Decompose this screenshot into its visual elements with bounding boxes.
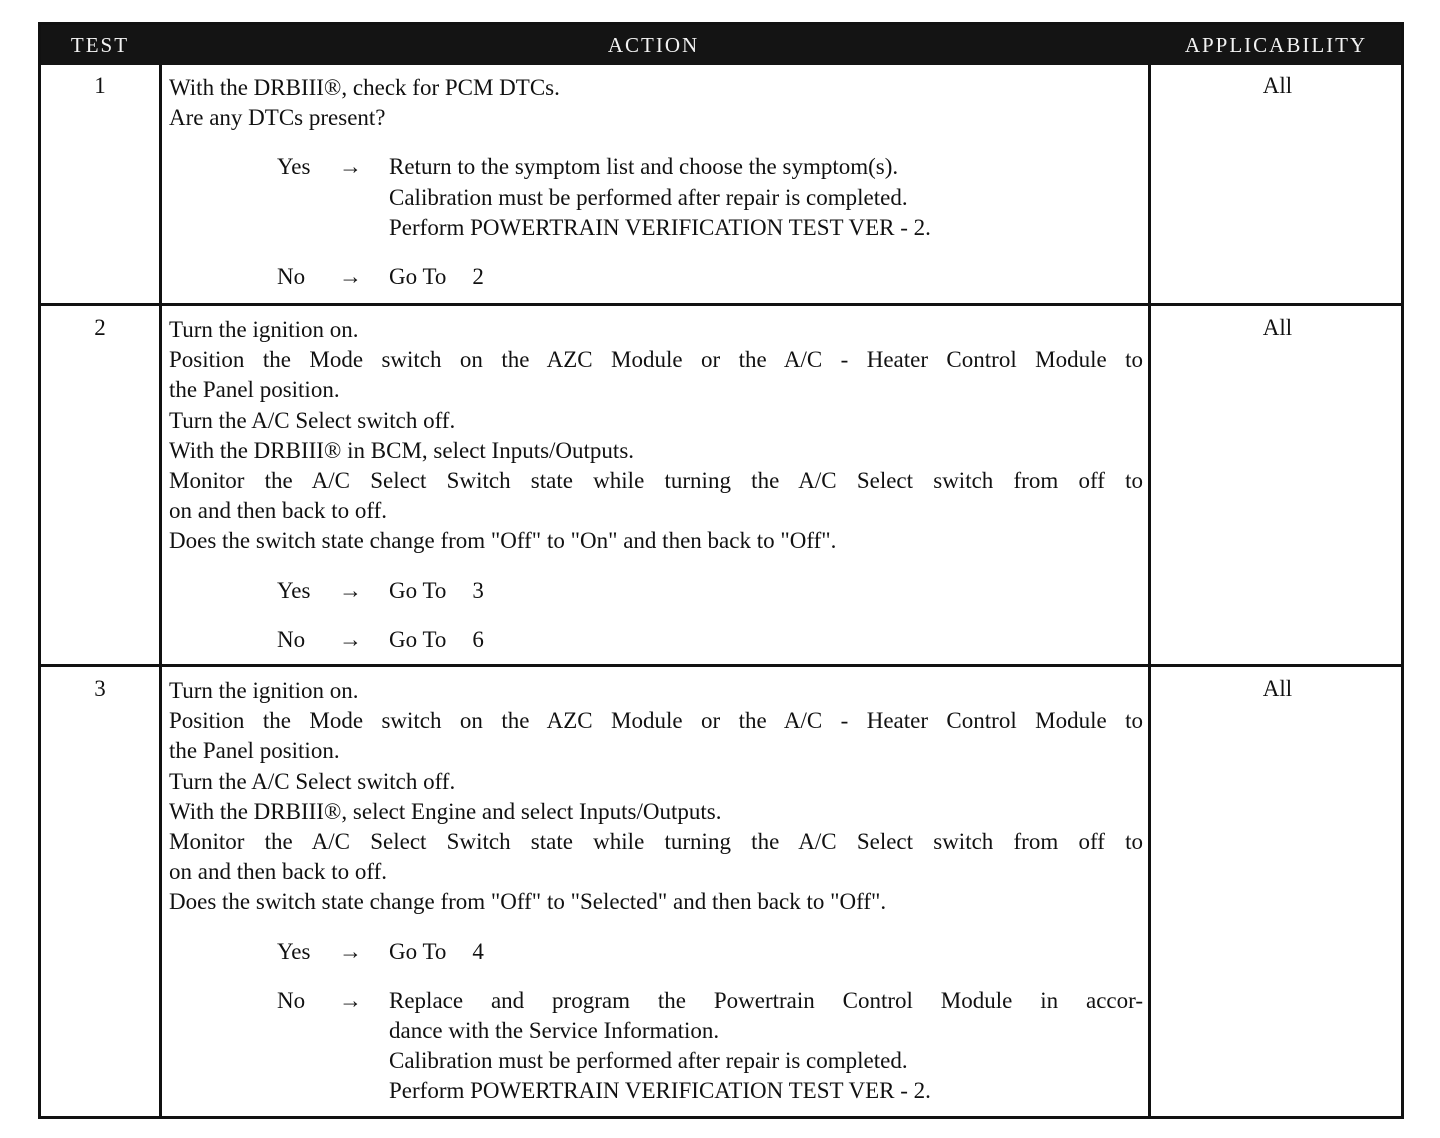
- go-to-text: Go To: [389, 264, 447, 290]
- no-response: [169, 986, 1143, 1107]
- response-line: Return to the symptom list and choose the symptom(s).: [389, 154, 899, 180]
- action-line: Monitor the A/C Select Switch state while turning the A/C Select switch from off to: [169, 829, 1143, 855]
- header-test: TEST: [70, 33, 130, 57]
- arrow-right-icon: →: [339, 154, 362, 180]
- yes-response: [169, 937, 1143, 967]
- table-header: [41, 25, 1401, 65]
- response-line: dance with the Service Information.: [389, 1018, 720, 1044]
- response-line: Replace and program the Powertrain Control Module in accor-: [389, 987, 1143, 1013]
- go-to-text: Go To: [389, 626, 447, 652]
- action-line: With the DRBIII® in BCM, select Inputs/Outputs.: [169, 437, 635, 463]
- yes-label: Yes: [277, 938, 311, 964]
- response-line: Perform POWERTRAIN VERIFICATION TEST VER - 2.: [389, 214, 931, 240]
- action-cell: [169, 73, 1143, 292]
- arrow-right-icon: →: [339, 626, 362, 652]
- header-action: ACTION: [607, 33, 700, 57]
- yes-label: Yes: [277, 577, 311, 603]
- test-number: 1: [94, 73, 106, 98]
- go-to-text: Go To: [389, 938, 447, 964]
- no-label: No: [277, 626, 306, 652]
- response-line: Calibration must be performed after repair is completed.: [389, 1048, 908, 1074]
- arrow-right-icon: →: [339, 938, 362, 964]
- go-to-text: Go To: [389, 577, 447, 603]
- row-divider: [41, 303, 1401, 306]
- action-line: Are any DTCs present?: [169, 105, 386, 131]
- diagnostic-test-table: [38, 22, 1404, 1119]
- arrow-right-icon: →: [339, 577, 362, 603]
- action-cell: [169, 676, 1143, 1107]
- action-line: Does the switch state change from "Off" to "Selected" and then back to "Off".: [169, 889, 887, 915]
- yes-response: [169, 576, 1143, 606]
- action-line: Turn the ignition on.: [169, 317, 359, 342]
- no-label: No: [277, 264, 306, 290]
- column-divider: [1148, 65, 1151, 1116]
- action-line: Position the Mode switch on the AZC Module or the A/C - Heater Control Module to: [169, 708, 1143, 734]
- action-line: With the DRBIII®, select Engine and select Inputs/Outputs.: [169, 798, 722, 824]
- action-line: Turn the ignition on.: [169, 678, 359, 703]
- action-line: With the DRBIII®, check for PCM DTCs.: [169, 75, 560, 100]
- action-line: the Panel position.: [169, 377, 340, 403]
- go-to-number: 4: [472, 938, 484, 964]
- applicability-value: All: [1262, 315, 1293, 340]
- response-line: Perform POWERTRAIN VERIFICATION TEST VER - 2.: [389, 1078, 931, 1104]
- applicability-value: All: [1262, 73, 1293, 98]
- action-line: the Panel position.: [169, 738, 340, 764]
- yes-response: [169, 152, 1143, 243]
- action-line: Position the Mode switch on the AZC Module or the A/C - Heater Control Module to: [169, 347, 1143, 373]
- action-line: on and then back to off.: [169, 859, 388, 885]
- go-to-number: 6: [472, 626, 484, 652]
- no-response: [169, 262, 1143, 292]
- action-line: Does the switch state change from "Off" to "On" and then back to "Off".: [169, 528, 837, 554]
- action-line: on and then back to off.: [169, 498, 388, 524]
- action-line: Turn the A/C Select switch off.: [169, 768, 456, 794]
- arrow-right-icon: →: [339, 987, 362, 1013]
- test-number: 3: [94, 676, 106, 701]
- applicability-value: All: [1262, 676, 1293, 701]
- go-to-number: 3: [472, 577, 484, 603]
- header-applicability: APPLICABILITY: [1184, 33, 1368, 57]
- go-to-number: 2: [472, 264, 484, 290]
- action-line: Monitor the A/C Select Switch state while turning the A/C Select switch from off to: [169, 468, 1143, 494]
- yes-label: Yes: [277, 154, 311, 180]
- column-divider: [159, 65, 162, 1116]
- no-label: No: [277, 987, 306, 1013]
- response-line: Calibration must be performed after repair is completed.: [389, 184, 908, 210]
- no-response: [169, 625, 1143, 655]
- action-line: Turn the A/C Select switch off.: [169, 407, 456, 433]
- test-number: 2: [94, 315, 106, 340]
- row-divider: [41, 664, 1401, 667]
- arrow-right-icon: →: [339, 264, 362, 290]
- action-cell: [169, 315, 1143, 655]
